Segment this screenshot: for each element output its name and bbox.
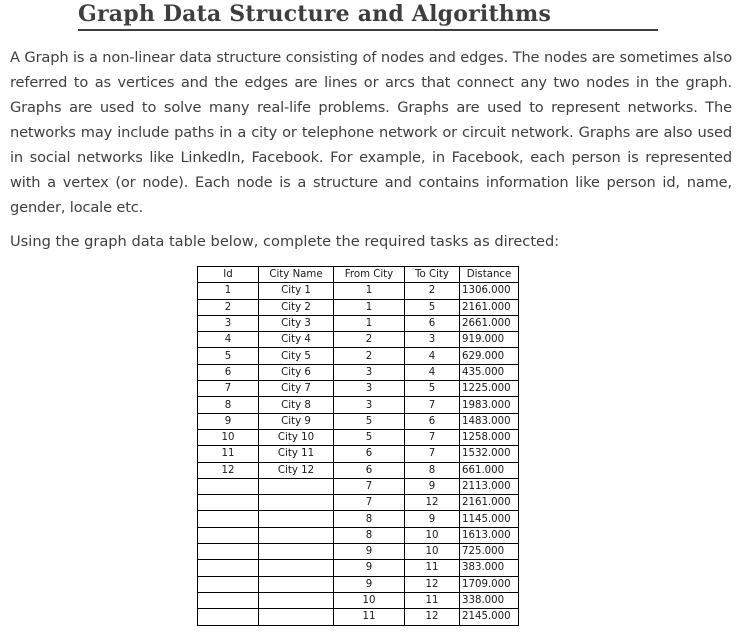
table-row [198, 315, 519, 331]
cell-city-name: City 1 [259, 283, 334, 299]
cell-city-name: City 7 [259, 381, 334, 397]
title-underline [78, 29, 658, 31]
table-row [198, 381, 519, 397]
table-row [198, 609, 519, 625]
page-title: Graph Data Structure and Algorithms [78, 1, 552, 27]
cell-id: 11 [198, 446, 259, 462]
cell-distance: 2145.000 [460, 609, 519, 625]
cell-distance: 629.000 [460, 348, 519, 364]
cell-distance: 338.000 [460, 592, 519, 608]
table-row [198, 364, 519, 380]
cell-from-city: 1 [334, 315, 405, 331]
table-row [198, 446, 519, 462]
header-to-city: To City [405, 267, 460, 283]
cell-distance: 1613.000 [460, 527, 519, 543]
cell-city-name [259, 527, 334, 543]
table-row [198, 478, 519, 494]
cell-to-city: 12 [405, 609, 460, 625]
table-row [198, 299, 519, 315]
cell-to-city: 6 [405, 315, 460, 331]
header-id: Id [198, 267, 259, 283]
table-row [198, 511, 519, 527]
cell-city-name: City 4 [259, 332, 334, 348]
cell-to-city: 11 [405, 560, 460, 576]
cell-id [198, 527, 259, 543]
cell-from-city: 10 [334, 592, 405, 608]
cell-distance: 1532.000 [460, 446, 519, 462]
cell-distance: 1483.000 [460, 413, 519, 429]
cell-distance: 1225.000 [460, 381, 519, 397]
cell-distance: 1709.000 [460, 576, 519, 592]
header-from-city: From City [334, 267, 405, 283]
cell-id: 12 [198, 462, 259, 478]
cell-city-name [259, 576, 334, 592]
cell-city-name [259, 495, 334, 511]
cell-from-city: 6 [334, 446, 405, 462]
cell-to-city: 5 [405, 299, 460, 315]
cell-to-city: 5 [405, 381, 460, 397]
cell-to-city: 8 [405, 462, 460, 478]
table-row [198, 332, 519, 348]
cell-to-city: 4 [405, 364, 460, 380]
cell-distance: 435.000 [460, 364, 519, 380]
cell-city-name [259, 511, 334, 527]
cell-city-name [259, 560, 334, 576]
cell-distance: 1145.000 [460, 511, 519, 527]
cell-from-city: 2 [334, 332, 405, 348]
table-body [198, 283, 519, 625]
cell-from-city: 1 [334, 299, 405, 315]
cell-to-city: 3 [405, 332, 460, 348]
cell-from-city: 9 [334, 576, 405, 592]
cell-id [198, 592, 259, 608]
cell-to-city: 10 [405, 544, 460, 560]
cell-id: 1 [198, 283, 259, 299]
cell-from-city: 8 [334, 527, 405, 543]
cell-from-city: 5 [334, 413, 405, 429]
cell-city-name: City 11 [259, 446, 334, 462]
intro-paragraph: A Graph is a non-linear data structure consisting of nodes and edges. The nodes are sometimes also referred to as vertices and the edges are lines or arcs that connect any two nodes in the graph. Graphs are used to solve many real-life problems. Graphs are used to represent networks. The networks may include paths in a city or telephone network or circuit network. Graphs are also used in social networks like LinkedIn, Facebook. For example, in Facebook, each person is represented with a vertex (or node). Each node is a structure and contains information like person id, name, gender, locale etc. [10, 49, 732, 216]
cell-id [198, 511, 259, 527]
cell-city-name: City 8 [259, 397, 334, 413]
cell-distance: 725.000 [460, 544, 519, 560]
cell-city-name [259, 478, 334, 494]
cell-from-city: 9 [334, 560, 405, 576]
table-row [198, 495, 519, 511]
cell-to-city: 4 [405, 348, 460, 364]
cell-city-name: City 2 [259, 299, 334, 315]
cell-city-name: City 10 [259, 429, 334, 445]
header-city-name: City Name [259, 267, 334, 283]
table-row [198, 462, 519, 478]
cell-from-city: 7 [334, 478, 405, 494]
cell-to-city: 12 [405, 495, 460, 511]
table-row [198, 429, 519, 445]
cell-from-city: 11 [334, 609, 405, 625]
cell-from-city: 2 [334, 348, 405, 364]
cell-to-city: 2 [405, 283, 460, 299]
cell-from-city: 7 [334, 495, 405, 511]
cell-id [198, 544, 259, 560]
cell-distance: 2161.000 [460, 495, 519, 511]
cell-id [198, 495, 259, 511]
table-row [198, 560, 519, 576]
cell-city-name: City 9 [259, 413, 334, 429]
cell-city-name [259, 592, 334, 608]
cell-id: 7 [198, 381, 259, 397]
cell-from-city: 3 [334, 364, 405, 380]
cell-distance: 919.000 [460, 332, 519, 348]
table-row [198, 397, 519, 413]
cell-from-city: 3 [334, 381, 405, 397]
table-row [198, 283, 519, 299]
table-row [198, 576, 519, 592]
cell-city-name [259, 544, 334, 560]
cell-to-city: 9 [405, 511, 460, 527]
table-row [198, 544, 519, 560]
cell-city-name: City 12 [259, 462, 334, 478]
cell-to-city: 6 [405, 413, 460, 429]
cell-from-city: 1 [334, 283, 405, 299]
cell-to-city: 12 [405, 576, 460, 592]
cell-distance: 2661.000 [460, 315, 519, 331]
cell-distance: 1306.000 [460, 283, 519, 299]
instruction-text: Using the graph data table below, complete the required tasks as directed: [10, 233, 560, 250]
cell-id: 8 [198, 397, 259, 413]
cell-id [198, 576, 259, 592]
cell-id [198, 609, 259, 625]
table-row [198, 527, 519, 543]
cell-to-city: 7 [405, 429, 460, 445]
cell-id [198, 560, 259, 576]
table-row [198, 413, 519, 429]
table-row [198, 348, 519, 364]
cell-to-city: 10 [405, 527, 460, 543]
cell-id: 4 [198, 332, 259, 348]
cell-from-city: 3 [334, 397, 405, 413]
cell-to-city: 9 [405, 478, 460, 494]
cell-from-city: 8 [334, 511, 405, 527]
cell-from-city: 9 [334, 544, 405, 560]
cell-distance: 2113.000 [460, 478, 519, 494]
cell-city-name: City 6 [259, 364, 334, 380]
cell-distance: 661.000 [460, 462, 519, 478]
cell-distance: 383.000 [460, 560, 519, 576]
cell-id: 2 [198, 299, 259, 315]
cell-id: 9 [198, 413, 259, 429]
cell-to-city: 7 [405, 397, 460, 413]
cell-distance: 2161.000 [460, 299, 519, 315]
cell-distance: 1258.000 [460, 429, 519, 445]
cell-city-name: City 3 [259, 315, 334, 331]
cell-distance: 1983.000 [460, 397, 519, 413]
cell-id: 6 [198, 364, 259, 380]
cell-city-name: City 5 [259, 348, 334, 364]
cell-from-city: 5 [334, 429, 405, 445]
cell-id: 5 [198, 348, 259, 364]
cell-id [198, 478, 259, 494]
cell-from-city: 6 [334, 462, 405, 478]
cell-to-city: 11 [405, 592, 460, 608]
cell-to-city: 7 [405, 446, 460, 462]
cell-id: 10 [198, 429, 259, 445]
header-distance: Distance [460, 267, 519, 283]
cell-city-name [259, 609, 334, 625]
cell-id: 3 [198, 315, 259, 331]
graph-data-table [197, 266, 519, 626]
table-header-row [198, 267, 519, 283]
table-row [198, 592, 519, 608]
